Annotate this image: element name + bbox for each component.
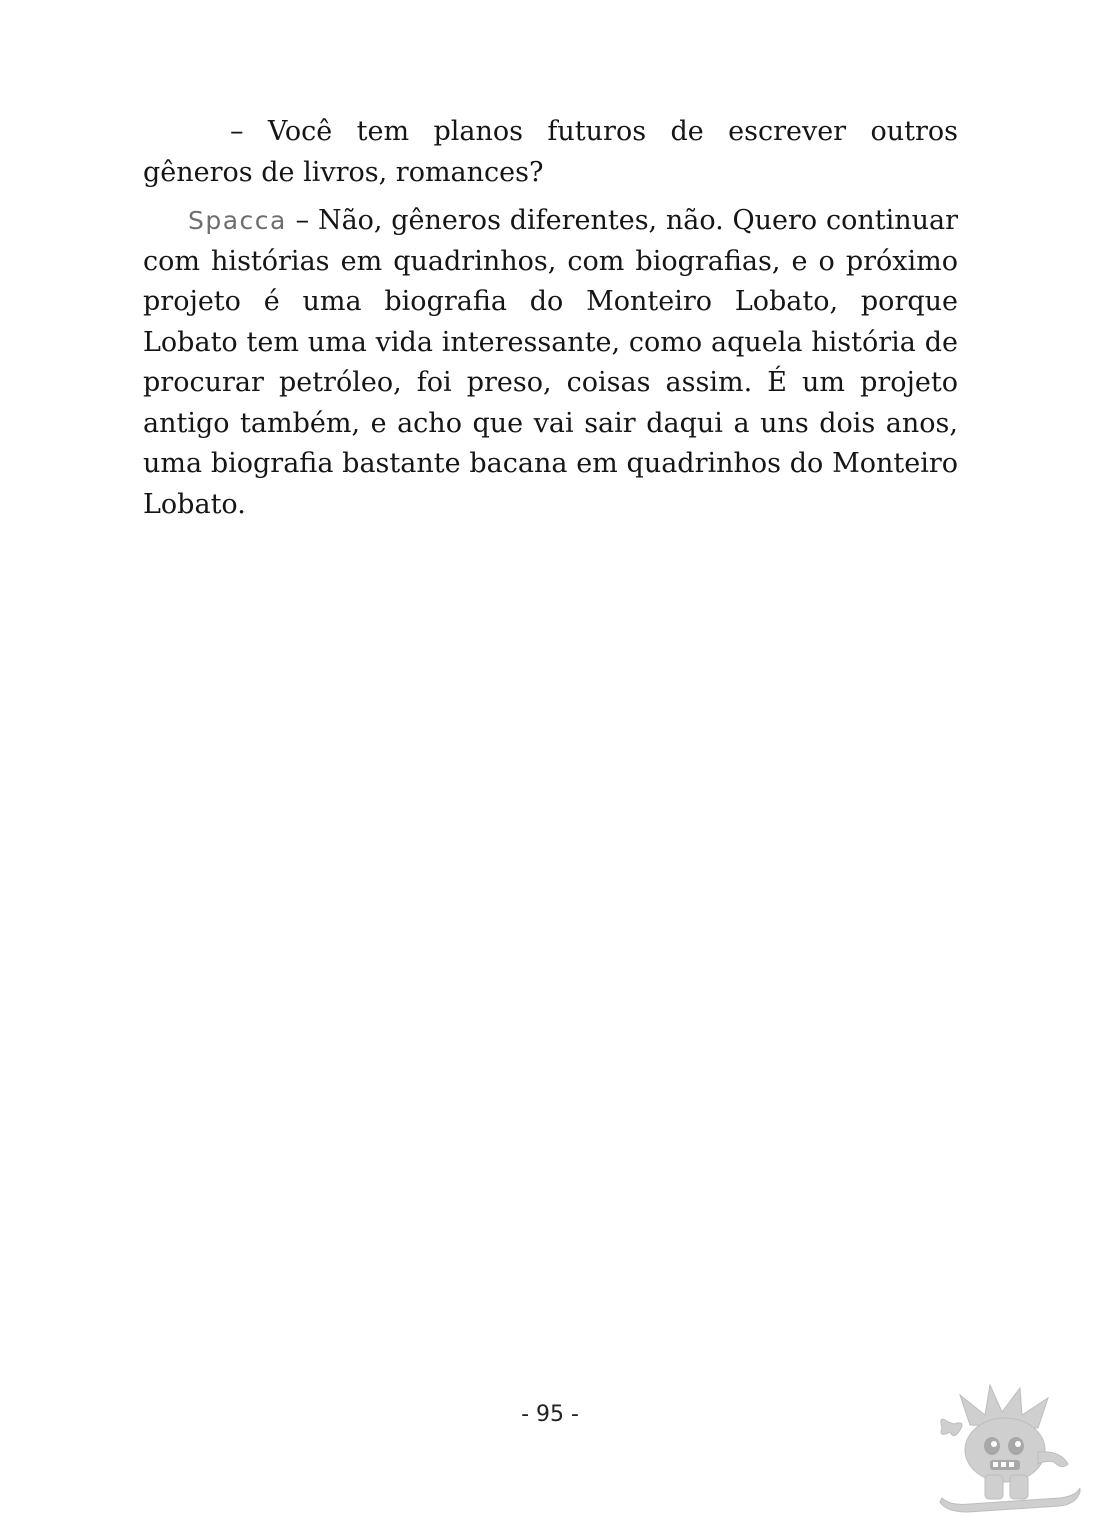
answer-paragraph bbox=[143, 201, 958, 525]
page-number: - 95 - bbox=[521, 1402, 579, 1427]
answer-text: Não, gêneros diferentes, não. Quero continuar com histórias em quadrinhos, com biografias, e o próximo projeto é uma biografia do Monteiro Lobato, porque Lobato tem uma vida interessante, como aquela história de procurar petróleo, foi preso, coisas assim. É um projeto antigo também, e acho que vai sair daqui a uns dois anos, uma biografia bastante bacana em quadrinhos do Monteiro Lobato. bbox=[143, 205, 958, 520]
speaker-separator: – bbox=[286, 205, 318, 236]
cartoon-mascot-icon bbox=[930, 1380, 1090, 1515]
question-paragraph bbox=[143, 112, 958, 193]
page-body bbox=[143, 112, 958, 533]
question-text: – Você tem planos futuros de escrever outros gêneros de livros, romances? bbox=[143, 116, 958, 188]
speaker-name: Spacca bbox=[188, 206, 287, 235]
